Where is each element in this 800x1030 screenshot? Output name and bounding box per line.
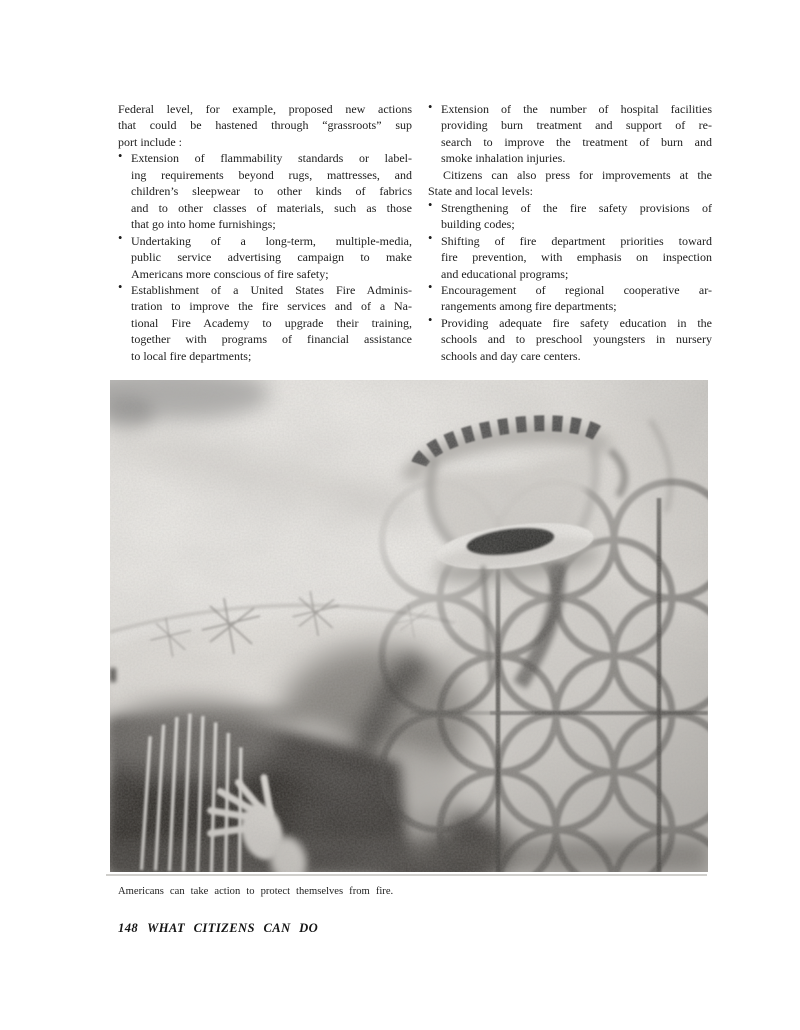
text-line [118,216,412,232]
line-text: Encouragement of regional cooperative ar- [441,282,712,297]
bullet-icon: • [118,148,123,163]
running-title: WHAT CITIZENS CAN DO [147,921,319,935]
text-line [118,101,412,117]
text-line [118,134,412,150]
text-line [428,134,712,150]
text-line [428,101,712,117]
line-text: Extension of flammability standards or label- [131,151,412,166]
bullet-icon: • [428,313,433,328]
text-line [118,348,412,364]
line-text: providing burn treatment and support of re- [441,118,712,133]
line-text: Americans more conscious of fire safety; [131,266,329,281]
bullet-icon: • [118,280,123,295]
fire-safety-photo [110,380,708,872]
text-line [118,298,412,314]
text-line [428,233,712,249]
text-line [118,183,412,199]
bullet-icon: • [428,198,433,213]
line-text: that could be hastened through “grassroots” sup [118,118,412,133]
line-text: Federal level, for example, proposed new actions [118,102,412,116]
line-text: Undertaking of a long-term, multiple-media, [131,233,412,248]
line-text: search to improve the treatment of burn and [441,134,712,149]
text-line [118,331,412,347]
bullet-icon: • [428,99,433,114]
text-line [428,216,712,232]
line-text: rangements among fire departments; [441,299,617,314]
text-line [428,266,712,282]
line-text: that go into home furnishings; [131,217,276,232]
bullet-icon: • [428,280,433,295]
text-line [428,348,712,364]
line-text: tional Fire Academy to upgrade their training, [131,315,412,330]
page-footer [118,921,318,936]
line-text: Shifting of fire department priorities toward [441,233,712,248]
line-text: schools and day care centers. [441,348,581,363]
line-text: Establishment of a United States Fire Adminis- [131,282,412,297]
bullet-icon: • [428,231,433,246]
line-text: ing requirements beyond rugs, mattresses, and [131,167,412,182]
text-line [428,167,712,183]
line-text: fire prevention, with emphasis on inspection [441,250,712,265]
text-line [118,233,412,249]
text-line [428,117,712,133]
text-line [118,150,412,166]
text-line [118,167,412,183]
line-text: public service advertising campaign to make [131,250,412,265]
vignette [110,380,708,872]
line-text: building codes; [441,217,515,232]
text-line [118,282,412,298]
line-text: smoke inhalation injuries. [441,151,566,166]
line-text: schools and to preschool youngsters in nursery [441,332,712,347]
text-line [428,298,712,314]
line-text: tration to improve the fire services and of a Na- [131,299,412,314]
text-line [118,200,412,216]
line-text: and to other classes of materials, such as those [131,200,412,215]
line-text: Citizens can also press for improvements at the [443,167,712,182]
line-text: Providing adequate fire safety education in the [441,315,712,330]
line-text: together with programs of financial assistance [131,332,412,347]
page-number: 148 [118,921,139,935]
line-text: port include : [118,134,182,149]
line-text: children’s sleepwear to other kinds of fabrics [131,184,412,199]
right-column [428,101,712,364]
text-line [428,150,712,166]
text-line [428,331,712,347]
line-text: State and local levels: [428,184,533,199]
bullet-icon: • [118,231,123,246]
line-text: and educational programs; [441,266,569,281]
line-text: to local fire departments; [131,348,252,363]
text-line [118,117,412,133]
scan-shadow-line [106,874,707,876]
line-text: Extension of the number of hospital facilities [441,102,712,116]
two-column-text [118,101,712,364]
text-line [118,266,412,282]
text-line [428,315,712,331]
text-line [118,315,412,331]
photo-caption: Americans can take action to protect themselves from fire. [118,886,394,897]
left-column [118,101,412,364]
text-line [428,200,712,216]
text-line [118,249,412,265]
photo-artwork [110,380,708,872]
text-line [428,183,712,199]
text-line [428,282,712,298]
line-text: Strengthening of the fire safety provisions of [441,200,712,215]
text-line [428,249,712,265]
